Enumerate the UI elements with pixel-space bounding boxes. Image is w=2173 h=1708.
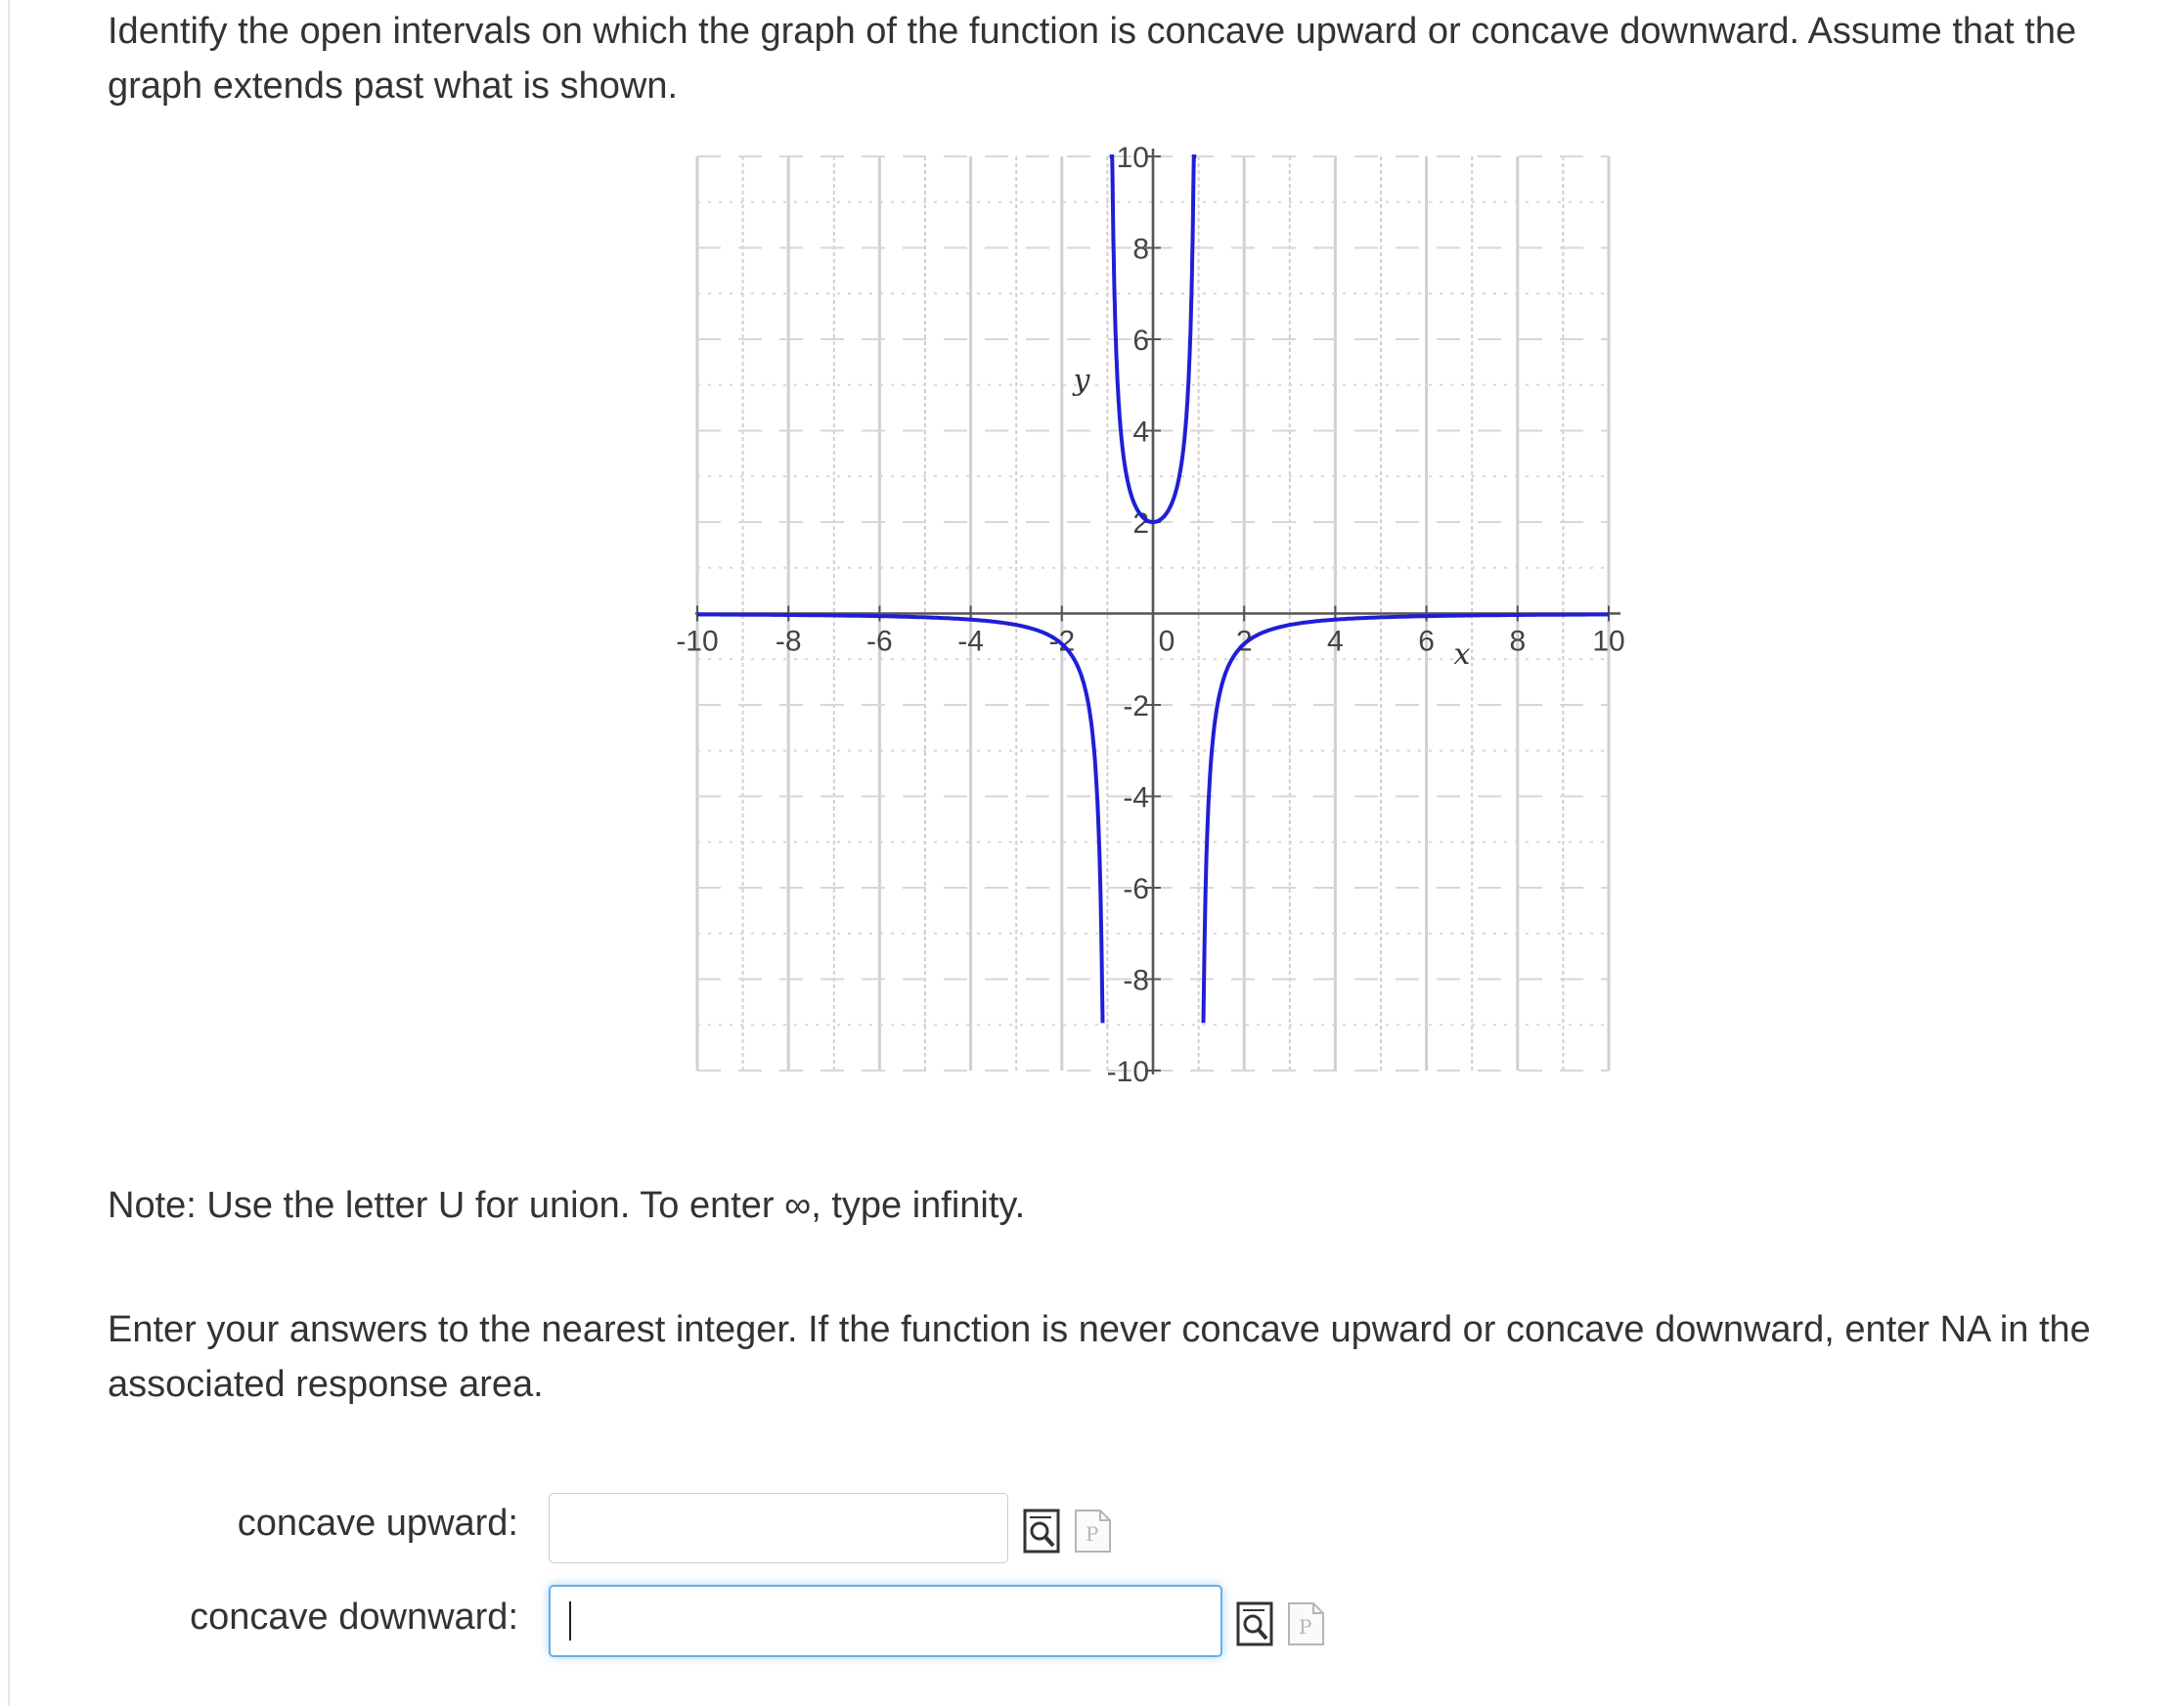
union-note xyxy=(108,1178,1025,1233)
y-tick-label: 2 xyxy=(1132,507,1149,540)
preview-icon[interactable] xyxy=(1235,1600,1276,1647)
page-left-border xyxy=(8,0,10,1706)
palette-icon[interactable] xyxy=(1073,1508,1114,1555)
x-tick-label: 4 xyxy=(1327,625,1344,658)
y-tick-label: 6 xyxy=(1132,325,1149,357)
y-axis-label: y xyxy=(1073,363,1090,398)
concave-downward-label: concave downward: xyxy=(190,1597,518,1638)
preview-icon[interactable] xyxy=(1022,1508,1063,1555)
y-tick-label: -10 xyxy=(1106,1056,1149,1085)
note-text: Note: Use the letter U for union. To enter ∞, type infinity. xyxy=(108,1185,1026,1226)
y-tick-label: 10 xyxy=(1116,142,1149,174)
function-curve-branch xyxy=(697,614,1103,1023)
palette-icon[interactable] xyxy=(1286,1600,1327,1647)
y-tick-label: -8 xyxy=(1123,964,1149,997)
x-axis-label: x xyxy=(1453,636,1471,672)
answer-instructions: Enter your answers to the nearest integer. If the function is never concave upward or concave downward, enter NA in the associated response area. xyxy=(108,1309,2091,1405)
x-tick-label: 2 xyxy=(1235,625,1253,658)
concave-upward-input[interactable] xyxy=(549,1493,1008,1563)
svg-text:P: P xyxy=(1299,1615,1312,1639)
x-tick-label: 6 xyxy=(1418,625,1435,658)
x-tick-label: -2 xyxy=(1048,625,1076,658)
x-tick-label: -10 xyxy=(676,625,719,658)
y-tick-label: 8 xyxy=(1132,233,1149,266)
y-tick-label: 4 xyxy=(1132,416,1149,449)
x-tick-label: -8 xyxy=(775,625,802,658)
x-tick-label: -6 xyxy=(866,625,893,658)
x-tick-label: 0 xyxy=(1158,625,1175,658)
question-prompt: Identify the open intervals on which the graph of the function is concave upward or concave downward. Assume that the graph extends past what is shown. xyxy=(108,11,2077,107)
x-tick-label: -4 xyxy=(957,625,984,658)
y-tick-label: -6 xyxy=(1123,873,1149,905)
x-tick-label: 10 xyxy=(1592,625,1625,658)
function-graph xyxy=(660,137,1628,1085)
concave-upward-label: concave upward: xyxy=(237,1503,518,1544)
text-cursor xyxy=(569,1601,571,1641)
y-tick-label: -2 xyxy=(1123,690,1149,723)
function-curve-branch xyxy=(1204,614,1610,1023)
svg-text:P: P xyxy=(1086,1522,1099,1546)
y-tick-label: -4 xyxy=(1123,781,1149,814)
concave-downward-input[interactable] xyxy=(549,1585,1222,1657)
x-tick-label: 8 xyxy=(1509,625,1527,658)
